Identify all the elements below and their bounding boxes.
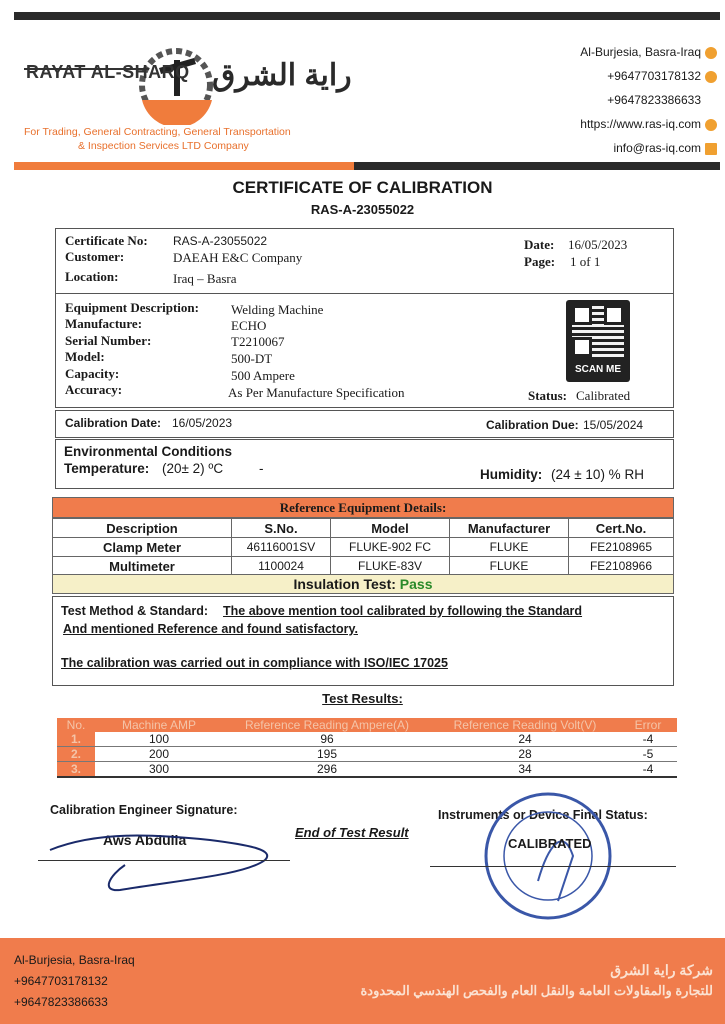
reference-title-bar bbox=[52, 497, 674, 518]
phone-row-2 bbox=[580, 88, 701, 112]
footer-address: Al-Burjesia, Basra-Iraq bbox=[14, 953, 135, 967]
humidity-value: (24 ± 10) % RH bbox=[551, 467, 644, 482]
ref-col-description: Description bbox=[53, 519, 232, 538]
insulation-result: Pass bbox=[399, 576, 433, 592]
engineer-signature-label: Calibration Engineer Signature: bbox=[50, 803, 238, 817]
manufacture-value: ECHO bbox=[231, 318, 267, 333]
final-status-label: Instruments or Device Final Status: bbox=[438, 808, 648, 822]
temp-dash: - bbox=[259, 461, 264, 476]
res-col-ref-volt: Reference Reading Volt(V) bbox=[453, 718, 597, 732]
method-line1: The above mention tool calibrated by following the Standard bbox=[223, 604, 583, 618]
table-row bbox=[53, 538, 674, 557]
res-cell: 28 bbox=[518, 747, 532, 761]
ref-col-certno: Cert.No. bbox=[569, 519, 674, 538]
footer-arabic-line2: للتجارة والمقاولات العامة والنقل العام والفحص الهندسي المحدودة bbox=[360, 983, 713, 998]
results-title: Test Results: bbox=[322, 691, 403, 706]
final-status-line bbox=[430, 866, 676, 867]
cert-no-value: RAS-A-23055022 bbox=[173, 234, 268, 248]
model-label: Model: bbox=[65, 349, 105, 364]
cal-due-value: 15/05/2024 bbox=[583, 418, 644, 432]
final-status-value: CALIBRATED bbox=[508, 836, 592, 851]
res-cell: 296 bbox=[316, 762, 338, 776]
brand-name-en: RAYAT AL-SHARQ bbox=[26, 62, 190, 82]
footer-contacts bbox=[14, 950, 135, 1013]
customer-label: Customer: bbox=[65, 249, 125, 264]
temp-label: Temperature: bbox=[64, 461, 150, 476]
ref-cell: FLUKE-83V bbox=[331, 557, 450, 576]
cal-date-label: Calibration Date: bbox=[65, 416, 162, 430]
date-value: 16/05/2023 bbox=[568, 237, 628, 252]
footer-arabic bbox=[361, 962, 714, 999]
phone-2-text: +9647823386633 bbox=[607, 93, 701, 107]
ref-cell: Multimeter bbox=[53, 557, 232, 576]
tagline-line2: & Inspection Services LTD Company bbox=[78, 140, 249, 152]
qr-finder-icon bbox=[604, 305, 624, 325]
reference-header-row bbox=[53, 519, 674, 538]
email-row bbox=[580, 136, 717, 160]
insulation-label: Insulation Test: bbox=[293, 576, 396, 592]
ref-cell: FLUKE bbox=[450, 557, 569, 576]
page-value: 1 of 1 bbox=[570, 254, 601, 269]
reference-table bbox=[52, 518, 674, 576]
ref-cell: FLUKE bbox=[450, 538, 569, 557]
equip-desc-label: Equipment Description: bbox=[65, 300, 199, 315]
qr-finder-icon bbox=[572, 337, 592, 357]
res-col-ref-amp: Reference Reading Ampere(A) bbox=[244, 718, 410, 732]
page-label: Page: bbox=[524, 254, 556, 269]
model-value: 500-DT bbox=[231, 351, 273, 366]
certificate-title: CERTIFICATE OF CALIBRATION bbox=[232, 178, 493, 197]
engineer-signature-line bbox=[38, 860, 290, 861]
method-line3: The calibration was carried out in compliance with ISO/IEC 17025 bbox=[61, 656, 448, 670]
ref-col-manufacturer: Manufacturer bbox=[450, 519, 569, 538]
table-row bbox=[53, 557, 674, 576]
res-cell: 1. bbox=[57, 732, 95, 747]
res-col-no: No. bbox=[66, 718, 86, 732]
ref-cell: FE2108966 bbox=[569, 557, 674, 576]
serial-value: T2210067 bbox=[231, 334, 285, 349]
status-label: Status: bbox=[528, 388, 568, 403]
header-top-bar bbox=[14, 12, 720, 20]
method-line2: And mentioned Reference and found satisfactory. bbox=[63, 622, 358, 636]
capacity-value: 500 Ampere bbox=[231, 368, 295, 383]
address-row bbox=[580, 40, 717, 64]
engineer-name: Aws Abdulla bbox=[103, 832, 187, 848]
reference-title: Reference Equipment Details: bbox=[279, 500, 447, 515]
ref-cell: FLUKE-902 FC bbox=[331, 538, 450, 557]
phone-1-text: +9647703178132 bbox=[607, 69, 701, 83]
res-cell: 300 bbox=[148, 762, 170, 776]
res-cell: 200 bbox=[148, 747, 170, 761]
res-cell: -5 bbox=[642, 747, 654, 761]
customer-value: DAEAH E&C Company bbox=[173, 250, 303, 265]
method-label: Test Method & Standard: bbox=[61, 604, 208, 618]
serial-label: Serial Number: bbox=[65, 333, 152, 348]
cal-date-value: 16/05/2023 bbox=[172, 416, 233, 430]
humidity-label: Humidity: bbox=[480, 467, 543, 482]
insulation-row bbox=[52, 574, 674, 594]
env-title: Environmental Conditions bbox=[64, 444, 233, 459]
website-text[interactable]: https://www.ras-iq.com bbox=[580, 117, 701, 131]
cal-due-label: Calibration Due: bbox=[486, 418, 579, 432]
accuracy-value: As Per Manufacture Specification bbox=[228, 385, 405, 400]
footer-arabic-line1: شركة راية الشرق bbox=[610, 962, 713, 978]
location-value: Iraq – Basra bbox=[173, 271, 237, 286]
globe-icon bbox=[705, 119, 717, 131]
ref-cell: 1100024 bbox=[232, 557, 331, 576]
divider-orange bbox=[14, 162, 354, 170]
results-header-row bbox=[57, 718, 677, 732]
res-cell: 24 bbox=[518, 732, 532, 746]
calibration-dates-box bbox=[55, 410, 674, 438]
footer-phone-2: +9647823386633 bbox=[14, 995, 108, 1009]
certificate-id: RAS-A-23055022 bbox=[310, 202, 415, 217]
address-text: Al-Burjesia, Basra-Iraq bbox=[580, 45, 701, 59]
equip-desc-value: Welding Machine bbox=[231, 302, 324, 317]
res-cell: 3. bbox=[57, 762, 95, 778]
temp-value: (20± 2) ºC bbox=[162, 461, 224, 476]
res-cell: 195 bbox=[316, 747, 338, 761]
status-value: Calibrated bbox=[576, 388, 631, 403]
res-cell: 2. bbox=[57, 747, 95, 762]
capacity-label: Capacity: bbox=[65, 366, 120, 381]
ref-cell: Clamp Meter bbox=[53, 538, 232, 557]
res-cell: 100 bbox=[148, 732, 170, 746]
equipment-box bbox=[55, 293, 674, 408]
res-cell: -4 bbox=[642, 762, 654, 776]
ref-cell: FE2108965 bbox=[569, 538, 674, 557]
date-label: Date: bbox=[524, 237, 555, 252]
envelope-icon bbox=[705, 143, 717, 155]
end-of-result: End of Test Result bbox=[295, 825, 409, 840]
res-col-machine-amp: Machine AMP bbox=[121, 718, 197, 732]
accuracy-label: Accuracy: bbox=[65, 382, 123, 397]
test-method-box bbox=[52, 596, 674, 686]
brand-name-ar: راية الشرق bbox=[212, 59, 352, 92]
manufacture-label: Manufacture: bbox=[65, 316, 143, 331]
location-label: Location: bbox=[65, 269, 119, 284]
phone-row-1 bbox=[580, 64, 717, 88]
res-col-error: Error bbox=[634, 718, 662, 732]
res-cell: 34 bbox=[518, 762, 532, 776]
divider-dark bbox=[354, 162, 720, 170]
header-contacts bbox=[580, 40, 717, 160]
location-pin-icon bbox=[705, 47, 717, 59]
company-stamp bbox=[478, 786, 618, 926]
ref-cell: 46116001SV bbox=[232, 538, 331, 557]
tagline-line1: For Trading, General Contracting, General Transportation bbox=[24, 126, 291, 138]
cert-no-label: Certificate No: bbox=[65, 233, 148, 248]
footer-phone-1: +9647703178132 bbox=[14, 974, 108, 988]
scan-me-label: SCAN ME bbox=[574, 364, 622, 375]
ref-col-model: Model bbox=[331, 519, 450, 538]
email-text[interactable]: info@ras-iq.com bbox=[613, 141, 701, 155]
results-table bbox=[57, 718, 677, 778]
table-row bbox=[57, 762, 677, 778]
table-row bbox=[57, 732, 677, 747]
certificate-info-box bbox=[55, 228, 674, 294]
phone-icon bbox=[705, 71, 717, 83]
res-cell: 96 bbox=[320, 732, 334, 746]
qr-code[interactable] bbox=[566, 300, 630, 382]
website-row bbox=[580, 112, 717, 136]
table-row bbox=[57, 747, 677, 762]
ref-col-sno: S.No. bbox=[232, 519, 331, 538]
res-cell: -4 bbox=[642, 732, 654, 746]
environment-box bbox=[55, 439, 674, 489]
qr-finder-icon bbox=[572, 305, 592, 325]
